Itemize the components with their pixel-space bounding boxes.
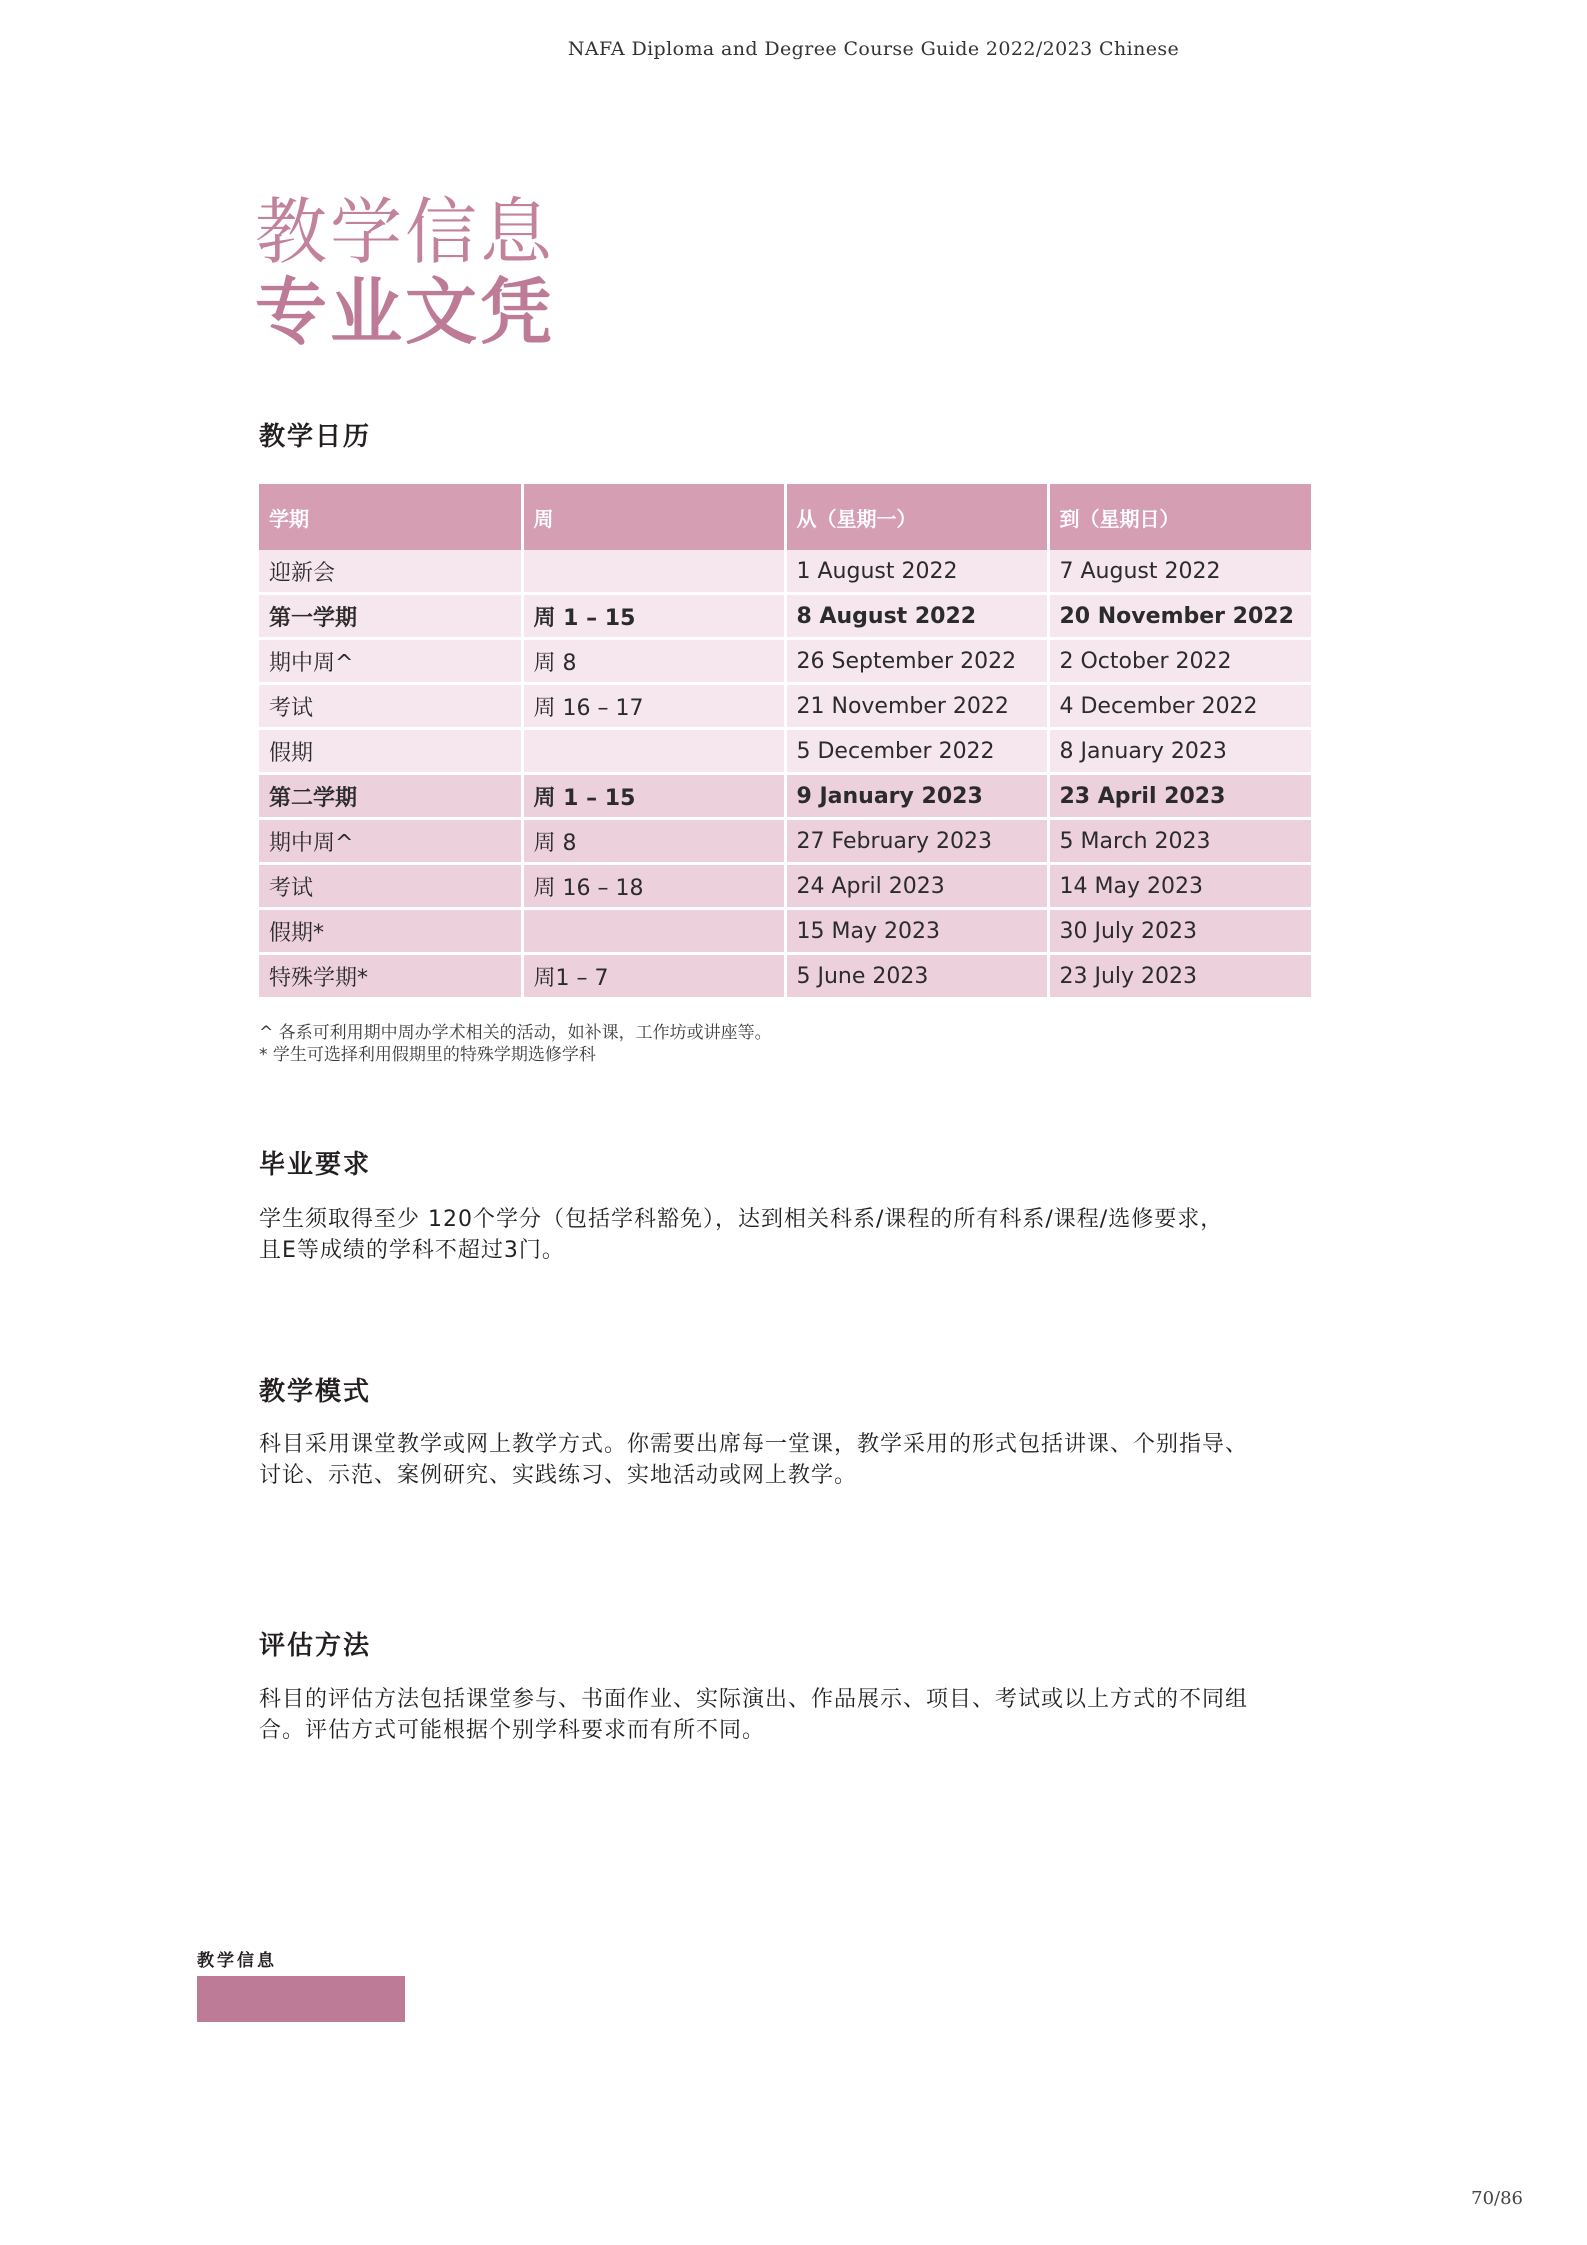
assessment-heading: 评估方法 [259,1631,372,1661]
table-row [259,864,1311,909]
table-row [259,594,1311,639]
cell-from: 1 August 2022 [785,550,1048,594]
cell-week [522,729,785,774]
cell-to: 20 November 2022 [1048,594,1311,639]
text-line: 且E等成绩的学科不超过3门。 [259,1238,565,1263]
cell-term: 考试 [259,864,522,909]
teaching-mode-text [259,1429,1319,1491]
cell-term: 期中周^ [259,819,522,864]
cell-to: 23 April 2023 [1048,774,1311,819]
column-header-to: 到（星期日） [1048,484,1311,550]
cell-week: 周 1 – 15 [522,594,785,639]
text-line: 科目采用课堂教学或网上教学方式。你需要出席每一堂课，教学采用的形式包括讲课、个别指导、 [259,1432,1249,1457]
cell-from: 21 November 2022 [785,684,1048,729]
text-line: 科目的评估方法包括课堂参与、书面作业、实际演出、作品展示、项目、考试或以上方式的不同组 [259,1687,1249,1712]
page-title [255,192,555,352]
title-line-2: 专业文凭 [255,270,556,354]
cell-term: 假期* [259,909,522,954]
cell-from: 24 April 2023 [785,864,1048,909]
cell-term: 第一学期 [259,594,522,639]
cell-from: 15 May 2023 [785,909,1048,954]
table-row [259,819,1311,864]
cell-week: 周 16 – 18 [522,864,785,909]
teaching-mode-heading: 教学模式 [259,1377,372,1407]
footnote-special-term: * 学生可选择利用假期里的特殊学期选修学科 [259,1045,596,1065]
table-row [259,774,1311,819]
cell-week: 周 16 – 17 [522,684,785,729]
cell-from: 5 June 2023 [785,954,1048,999]
cell-term: 假期 [259,729,522,774]
text-line: 合。评估方式可能根据个别学科要求而有所不同。 [259,1718,766,1743]
cell-week: 周1 – 7 [522,954,785,999]
cell-to: 2 October 2022 [1048,639,1311,684]
cell-from: 5 December 2022 [785,729,1048,774]
table-row [259,684,1311,729]
cell-to: 14 May 2023 [1048,864,1311,909]
cell-week [522,550,785,594]
table-row [259,639,1311,684]
document-header: NAFA Diploma and Degree Course Guide 2022/2023 Chinese [567,38,1180,60]
cell-from: 26 September 2022 [785,639,1048,684]
column-header-week: 周 [522,484,785,550]
assessment-text [259,1684,1319,1746]
cell-term: 特殊学期* [259,954,522,999]
column-header-term: 学期 [259,484,522,550]
cell-week: 周 1 – 15 [522,774,785,819]
title-line-1: 教学信息 [255,190,556,274]
cell-term: 考试 [259,684,522,729]
cell-term: 期中周^ [259,639,522,684]
cell-to: 7 August 2022 [1048,550,1311,594]
column-header-from: 从（星期一） [785,484,1048,550]
cell-to: 8 January 2023 [1048,729,1311,774]
cell-from: 9 January 2023 [785,774,1048,819]
cell-term: 第二学期 [259,774,522,819]
table-row [259,909,1311,954]
footnote-midterm: ^ 各系可利用期中周办学术相关的活动，如补课，工作坊或讲座等。 [259,1023,772,1043]
cell-from: 8 August 2022 [785,594,1048,639]
academic-calendar-table [259,484,1311,1000]
calendar-footnotes [259,1022,772,1066]
cell-to: 23 July 2023 [1048,954,1311,999]
cell-to: 5 March 2023 [1048,819,1311,864]
side-tab-label: 教学信息 [197,1951,277,1971]
calendar-heading: 教学日历 [259,422,372,452]
table-row [259,954,1311,999]
table-header-row [259,484,1311,550]
cell-to: 4 December 2022 [1048,684,1311,729]
table-row [259,550,1311,594]
page-number: 70/86 [1471,2188,1523,2209]
text-line: 讨论、示范、案例研究、实践练习、实地活动或网上教学。 [259,1463,858,1488]
text-line: 学生须取得至少 120个学分（包括学科豁免），达到相关科系/课程的所有科系/课程/选修要求， [259,1207,1224,1232]
cell-week: 周 8 [522,819,785,864]
graduation-text [259,1204,1319,1266]
cell-term: 迎新会 [259,550,522,594]
graduation-heading: 毕业要求 [259,1150,372,1180]
side-tab-bar [197,1976,405,2022]
cell-week [522,909,785,954]
cell-to: 30 July 2023 [1048,909,1311,954]
cell-from: 27 February 2023 [785,819,1048,864]
table-row [259,729,1311,774]
cell-week: 周 8 [522,639,785,684]
